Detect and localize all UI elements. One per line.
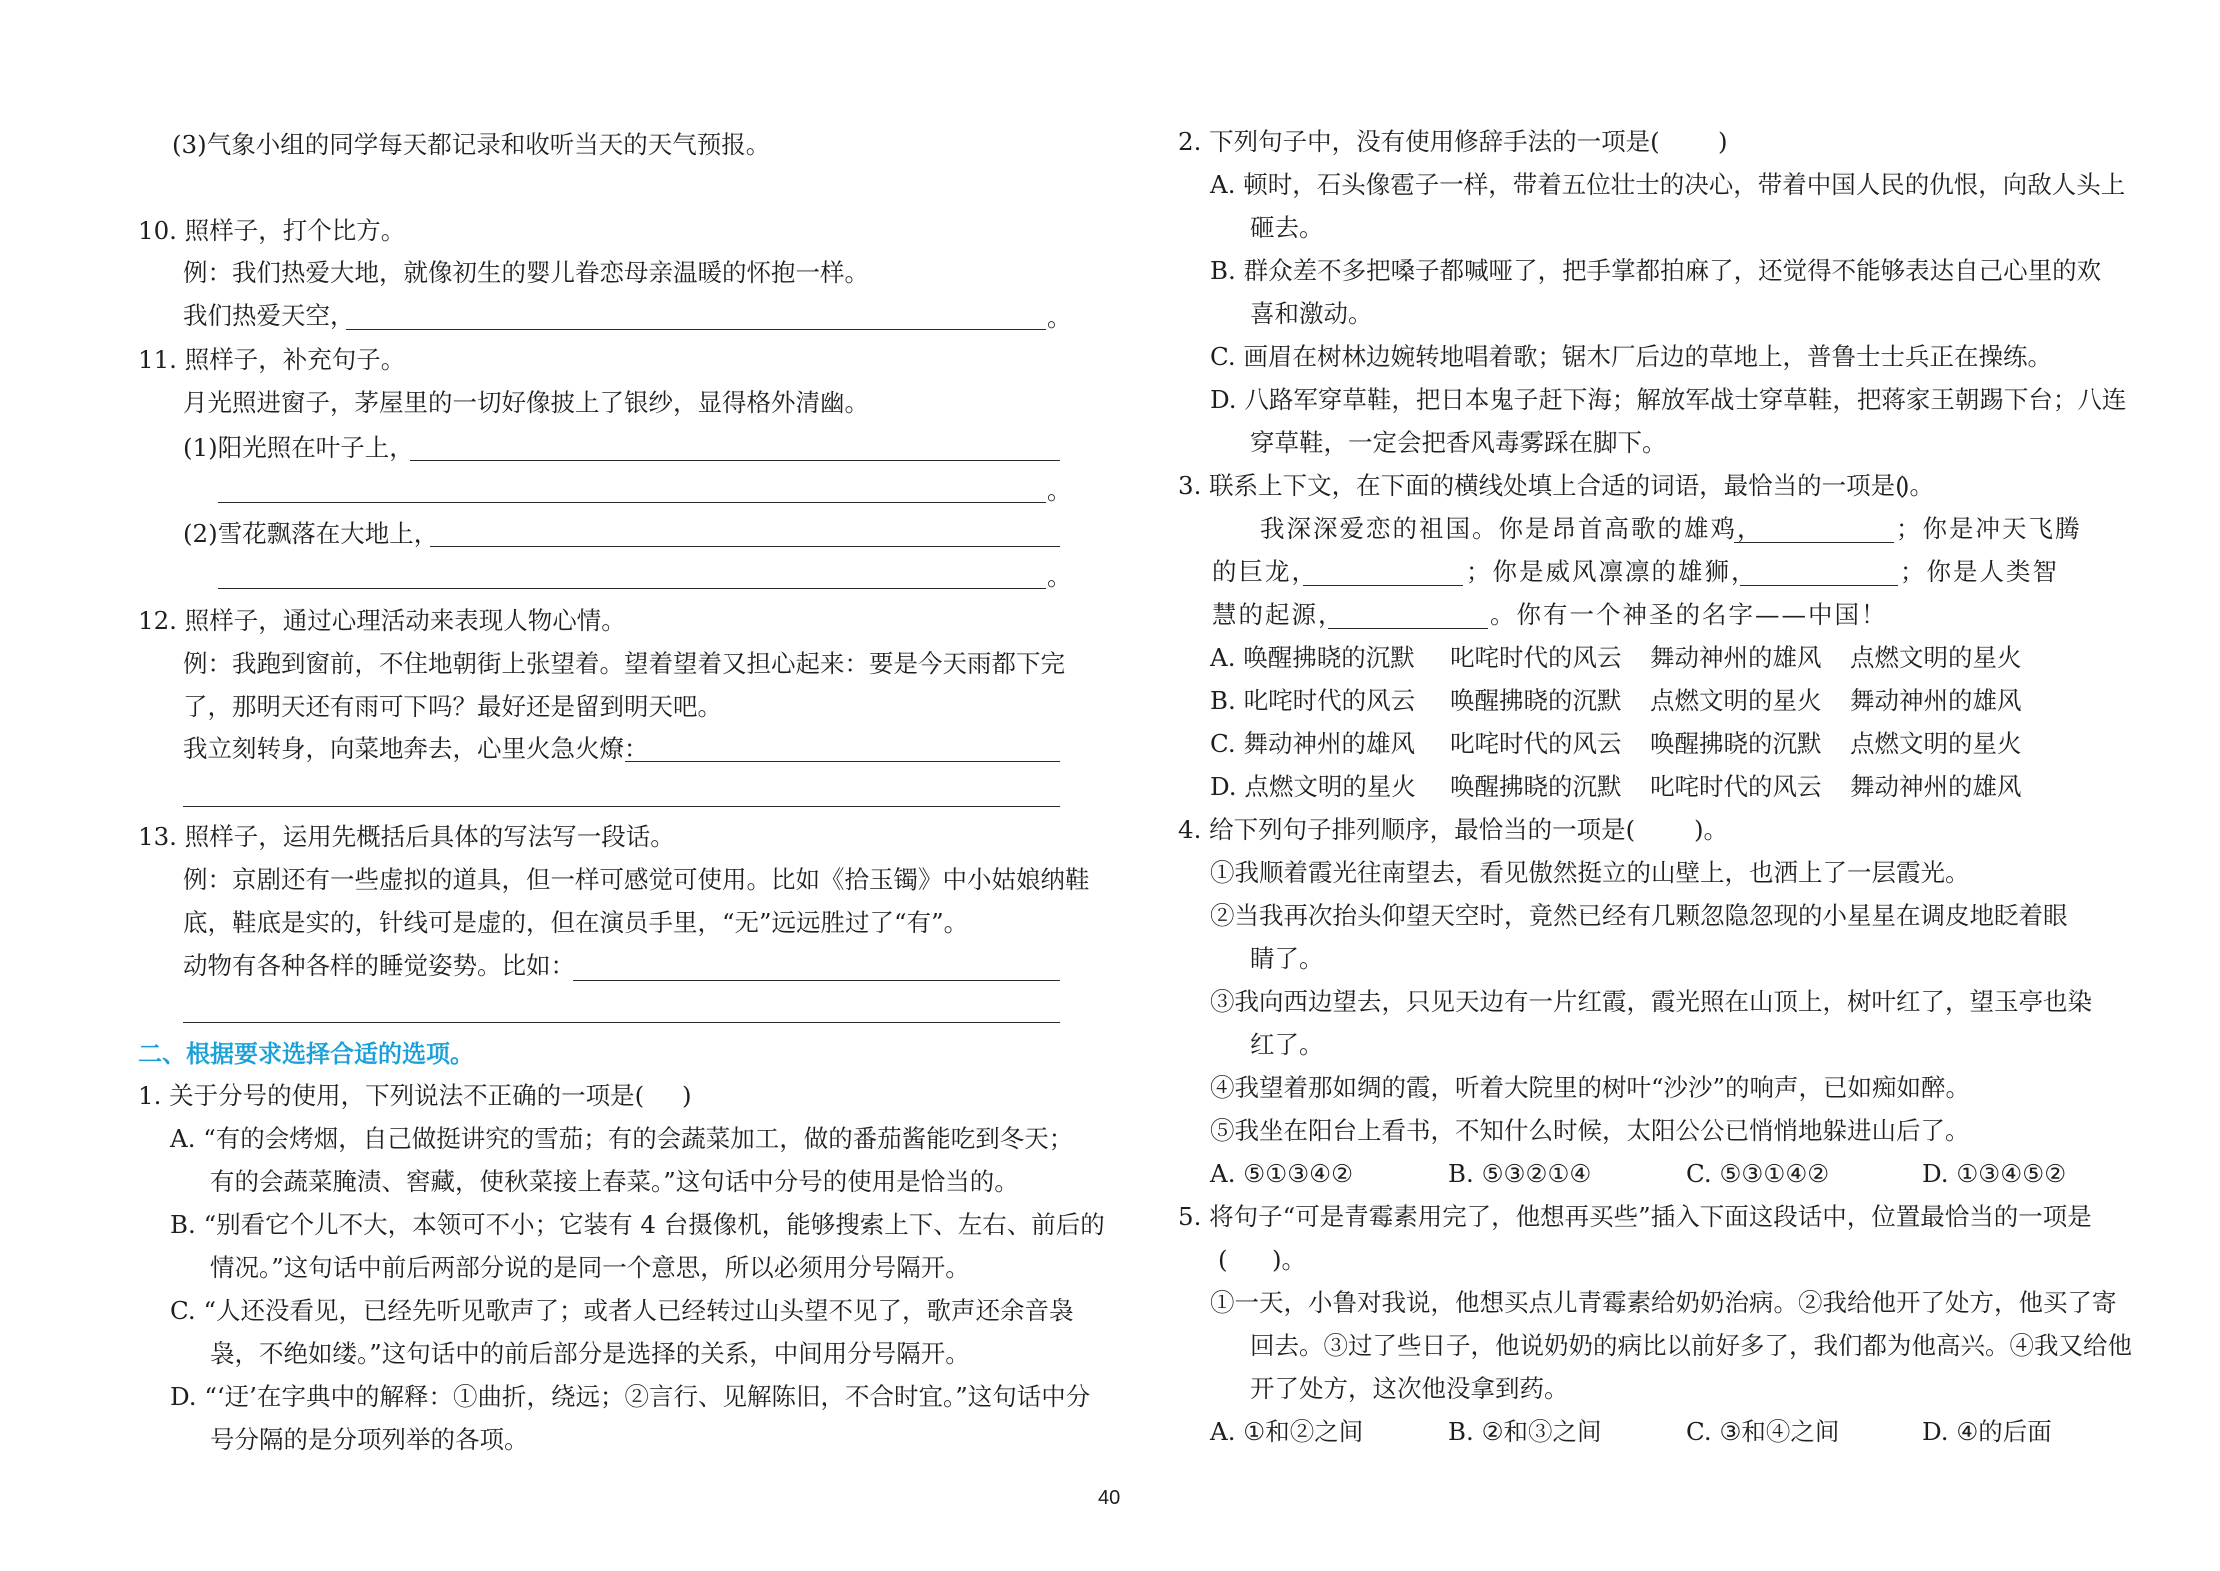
mc5-option-a: A. ①和②之间 — [1210, 1417, 1364, 1446]
q13-title: 13. 照样子，运用先概括后具体的写法写一段话。 — [138, 822, 675, 851]
q13-answer-line-2[interactable] — [183, 1022, 1060, 1023]
q10-example: 例：我们热爱大地，就像初生的婴儿眷恋母亲温暖的怀抱一样。 — [183, 258, 869, 287]
mc4-sentence-3-line-1: ③我向西边望去，只见天边有一片红霞，霞光照在山顶上，树叶红了，望玉亭也染 — [1210, 987, 2092, 1016]
q12-example-line-1: 例：我跑到窗前，不住地朝街上张望着。望着望着又担心起来：要是今天雨都下完 — [183, 649, 1065, 678]
q11-prompt-1: (1)阳光照在叶子上， — [183, 433, 414, 462]
mc4-sentence-4: ④我望着那如绸的霞，听着大院里的树叶“沙沙”的响声，已如痴如醉。 — [1210, 1073, 1971, 1102]
mc4-option-b: B. ⑤③②①④ — [1448, 1159, 1592, 1188]
mc3-option-c-1: C. 舞动神州的雄风 — [1210, 729, 1415, 758]
mc5-answer-bracket-open[interactable]: ( — [1218, 1245, 1228, 1274]
q13-prompt: 动物有各种各样的睡觉姿势。比如： — [183, 951, 575, 980]
mc3-passage-line-2c: ；你是人类智 — [1900, 557, 2059, 586]
q13-example-line-1: 例：京剧还有一些虚拟的道具，但一样可感觉可使用。比如《拾玉镯》中小姑娘纳鞋 — [183, 865, 1090, 894]
q12-example-line-2: 了，那明天还有雨可下吗？最好还是留到明天吧。 — [183, 692, 722, 721]
mc1-option-d-line-1: D. “‘迂’在字典中的解释：①曲折，绕远；②言行、见解陈旧，不合时宜。”这句话中分 — [170, 1382, 1091, 1411]
mc4-sentence-5: ⑤我坐在阳台上看书，不知什么时候，太阳公公已悄悄地躲进山后了。 — [1210, 1116, 1970, 1145]
mc3-option-c-3: 唤醒拂晓的沉默 — [1650, 729, 1822, 758]
q11-title: 11. 照样子，补充句子。 — [138, 345, 406, 374]
mc3-passage-line-2a: 的巨龙， — [1212, 557, 1318, 586]
mc3-blank-2[interactable] — [1303, 585, 1463, 586]
mc5-paragraph-line-1: ①一天，小鲁对我说，他想买点儿青霉素给奶奶治病。②我给他开了处方，他买了寄 — [1210, 1288, 2117, 1317]
mc4-sentence-1: ①我顺着霞光往南望去，看见傲然挺立的山壁上，也洒上了一层霞光。 — [1210, 858, 1970, 887]
mc3-option-d-4: 舞动神州的雄风 — [1850, 772, 2022, 801]
mc4-sentence-3-line-2: 红了。 — [1250, 1030, 1324, 1059]
mc4-option-c: C. ⑤③①④② — [1686, 1159, 1830, 1188]
mc2-option-b-line-2: 喜和激动。 — [1250, 299, 1373, 328]
mc1-option-b-line-1: B. “别看它个儿不大，本领可不小；它装有 4 台摄像机，能够搜索上下、左右、前后的 — [170, 1210, 1105, 1239]
mc3-option-a-2: 叱咤时代的风云 — [1450, 643, 1622, 672]
mc3-option-b-4: 舞动神州的雄风 — [1850, 686, 2022, 715]
mc3-option-c-4: 点燃文明的星火 — [1850, 729, 2022, 758]
mc3-passage-line-1a: 我深深爱恋的祖国。你是昂首高歌的雄鸡， — [1260, 514, 1764, 543]
mc1-answer-bracket[interactable]: ) — [682, 1081, 692, 1110]
q11-end-period-2: 。 — [1047, 562, 1072, 591]
q12-answer-line-2[interactable] — [183, 806, 1060, 807]
q11-answer-line-2b[interactable] — [218, 588, 1046, 589]
q10-answer-line[interactable] — [346, 329, 1046, 330]
mc3-blank-3[interactable] — [1740, 585, 1898, 586]
mc5-stem-line-1: 5. 将句子“可是青霉素用完了，他想再买些”插入下面这段话中，位置最恰当的一项是 — [1178, 1202, 2092, 1231]
mc2-option-c: C. 画眉在树林边婉转地唱着歌；锯木厂后边的草地上，普鲁士士兵正在操练。 — [1210, 342, 2052, 371]
mc2-stem: 2. 下列句子中，没有使用修辞手法的一项是( — [1178, 127, 1660, 156]
mc3-answer-bracket[interactable]: )。 — [1900, 471, 1935, 500]
mc3-passage-line-3a: 慧的起源， — [1212, 600, 1345, 629]
mc5-option-b: B. ②和③之间 — [1448, 1417, 1602, 1446]
right-column — [1110, 0, 2220, 1571]
q13-answer-line-1[interactable] — [573, 980, 1060, 981]
q12-title: 12. 照样子，通过心理活动来表现人物心情。 — [138, 606, 626, 635]
mc2-option-d-line-1: D. 八路军穿草鞋，把日本鬼子赶下海；解放军战士穿草鞋，把蒋家王朝踢下台；八连 — [1210, 385, 2127, 414]
mc2-option-a-line-2: 砸去。 — [1250, 213, 1324, 242]
mc3-passage-line-2b: ；你是威风凛凛的雄狮， — [1466, 557, 1758, 586]
mc1-option-a-line-2: 有的会蔬菜腌渍、窖藏，使秋菜接上春菜。”这句话中分号的使用是恰当的。 — [210, 1167, 1019, 1196]
q10-prompt: 我们热爱天空， — [183, 301, 355, 330]
mc3-option-a-3: 舞动神州的雄风 — [1650, 643, 1822, 672]
mc5-paragraph-line-2: 回去。③过了些日子，他说奶奶的病比以前好多了，我们都为他高兴。④我又给他 — [1250, 1331, 2132, 1360]
mc1-option-d-line-2: 号分隔的是分项列举的各项。 — [210, 1425, 529, 1454]
mc3-option-c-2: 叱咤时代的风云 — [1450, 729, 1622, 758]
mc1-option-c-line-1: C. “人还没看见，已经先听见歌声了；或者人已经转过山头望不见了，歌声还余音袅 — [170, 1296, 1074, 1325]
section-2-heading: 二、根据要求选择合适的选项。 — [138, 1040, 474, 1068]
q11-prompt-2: (2)雪花飘落在大地上， — [183, 519, 439, 548]
mc3-stem: 3. 联系上下文，在下面的横线处填上合适的词语，最恰当的一项是( — [1178, 471, 1905, 500]
q10-end-period: 。 — [1047, 303, 1072, 332]
mc3-option-a-4: 点燃文明的星火 — [1850, 643, 2022, 672]
mc4-sentence-2-line-2: 睛了。 — [1250, 944, 1324, 973]
mc5-option-c: C. ③和④之间 — [1686, 1417, 1840, 1446]
mc3-passage-line-1b: ；你是冲天飞腾 — [1896, 514, 2082, 543]
mc3-option-b-3: 点燃文明的星火 — [1650, 686, 1822, 715]
mc1-stem: 1. 关于分号的使用，下列说法不正确的一项是( — [138, 1081, 645, 1110]
mc1-option-a-line-1: A. “有的会烤烟，自己做挺讲究的雪茄；有的会蔬菜加工，做的番茄酱能吃到冬天； — [170, 1124, 1074, 1153]
mc3-blank-4[interactable] — [1328, 628, 1488, 629]
q10-title: 10. 照样子，打个比方。 — [138, 216, 406, 245]
mc3-option-b-1: B. 叱咤时代的风云 — [1210, 686, 1416, 715]
mc3-option-d-1: D. 点燃文明的星火 — [1210, 772, 1416, 801]
mc4-option-a: A. ⑤①③④② — [1210, 1159, 1354, 1188]
mc4-answer-bracket[interactable]: )。 — [1694, 815, 1729, 844]
mc3-option-a-1: A. 唤醒拂晓的沉默 — [1210, 643, 1415, 672]
q11-answer-line-1a[interactable] — [410, 460, 1060, 461]
mc3-option-b-2: 唤醒拂晓的沉默 — [1450, 686, 1622, 715]
mc2-answer-bracket[interactable]: ) — [1718, 127, 1728, 156]
mc4-sentence-2-line-1: ②当我再次抬头仰望天空时，竟然已经有几颗忽隐忽现的小星星在调皮地眨着眼 — [1210, 901, 2068, 930]
mc3-option-d-3: 叱咤时代的风云 — [1650, 772, 1822, 801]
q11-answer-line-2a[interactable] — [430, 546, 1060, 547]
q12-prompt: 我立刻转身，向菜地奔去，心里火急火燎： — [183, 734, 649, 763]
page-number: 40 — [1098, 1487, 1121, 1509]
q13-example-line-2: 底，鞋底是实的，针线可是虚的，但在演员手里，“无”远远胜过了“有”。 — [183, 908, 969, 937]
mc1-option-b-line-2: 情况。”这句话中前后两部分说的是同一个意思，所以必须用分号隔开。 — [210, 1253, 970, 1282]
mc4-stem: 4. 给下列句子排列顺序，最恰当的一项是( — [1178, 815, 1636, 844]
mc5-answer-bracket-close[interactable]: )。 — [1272, 1245, 1307, 1274]
mc2-option-d-line-2: 穿草鞋，一定会把香风毒雾踩在脚下。 — [1250, 428, 1667, 457]
q11-example: 月光照进窗子，茅屋里的一切好像披上了银纱，显得格外清幽。 — [183, 388, 869, 417]
mc2-option-a-line-1: A. 顿时，石头像雹子一样，带着五位壮士的决心，带着中国人民的仇恨，向敌人头上 — [1210, 170, 2126, 199]
mc5-paragraph-line-3: 开了处方，这次他没拿到药。 — [1250, 1374, 1569, 1403]
q9-item-3: (3)气象小组的同学每天都记录和收听当天的天气预报。 — [172, 130, 771, 159]
q11-answer-line-1b[interactable] — [218, 502, 1046, 503]
mc1-option-c-line-2: 袅，不绝如缕。”这句话中的前后部分是选择的关系，中间用分号隔开。 — [210, 1339, 970, 1368]
q12-answer-line-1[interactable] — [625, 761, 1060, 762]
mc3-blank-1[interactable] — [1734, 542, 1894, 543]
mc3-option-d-2: 唤醒拂晓的沉默 — [1450, 772, 1622, 801]
q11-end-period-1: 。 — [1047, 476, 1072, 505]
mc4-option-d: D. ①③④⑤② — [1922, 1159, 2067, 1188]
mc2-option-b-line-1: B. 群众差不多把嗓子都喊哑了，把手掌都拍麻了，还觉得不能够表达自己心里的欢 — [1210, 256, 2102, 285]
mc3-passage-line-3b: 。你有一个神圣的名字——中国！ — [1490, 600, 1888, 629]
mc5-option-d: D. ④的后面 — [1922, 1417, 2052, 1446]
